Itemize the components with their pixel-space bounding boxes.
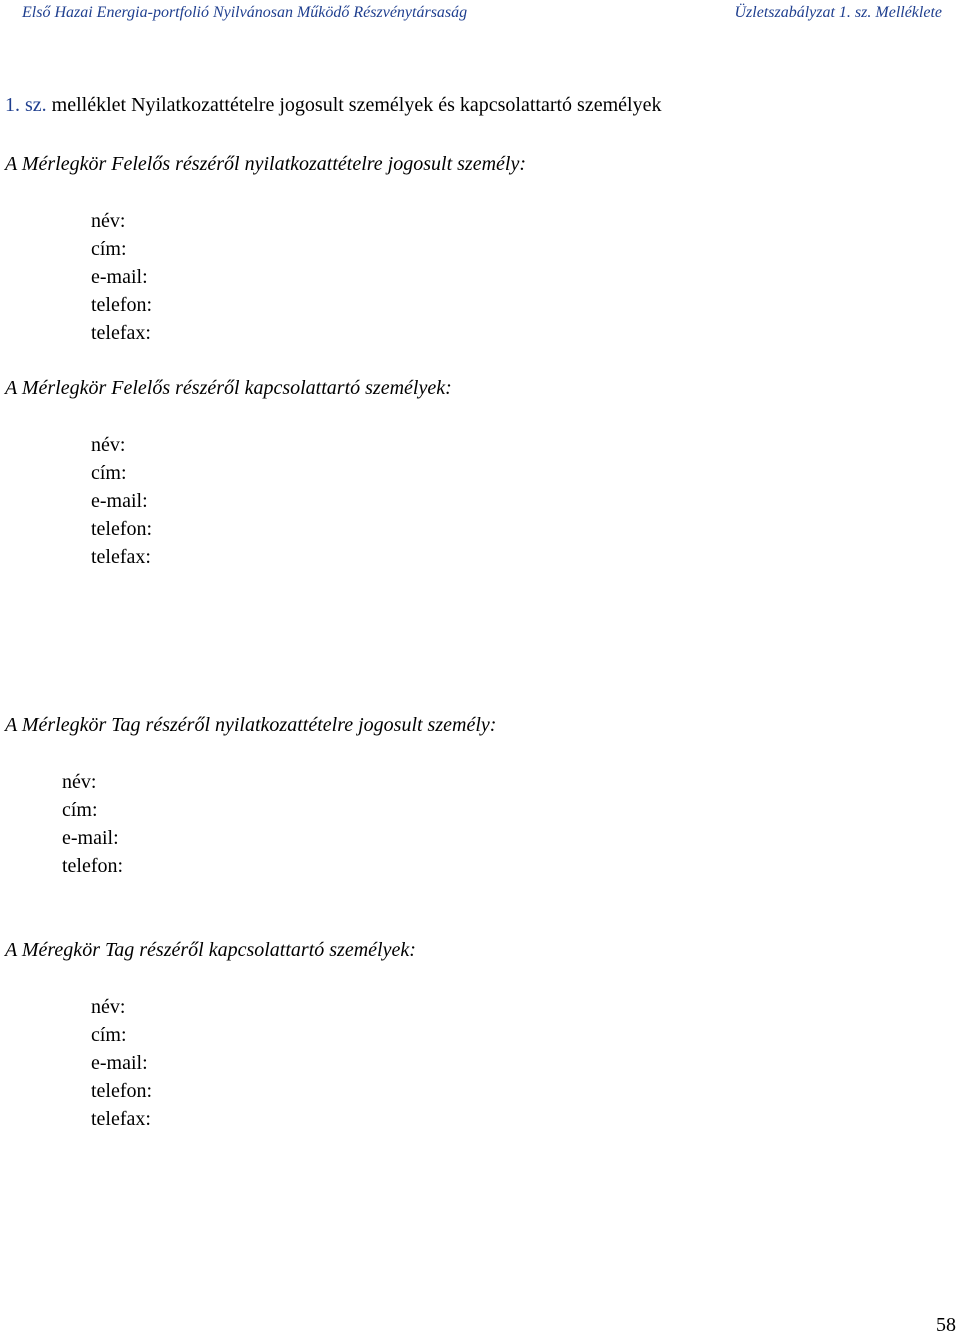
field-label-name: név: xyxy=(62,771,97,793)
section-heading-responsible-contacts: A Mérlegkör Felelős részéről kapcsolattartó személyek: xyxy=(5,377,452,399)
field-label-phone: telefon: xyxy=(91,518,153,540)
header-document-reference: Üzletszabályzat 1. sz. Melléklete xyxy=(734,4,942,21)
title-number: 1. sz. xyxy=(5,94,47,116)
field-label-email: e-mail: xyxy=(91,266,148,288)
field-label-phone: telefon: xyxy=(91,1080,153,1102)
running-header xyxy=(0,4,960,26)
field-label-address: cím: xyxy=(91,462,127,484)
title-text: melléklet Nyilatkozattételre jogosult személyek és kapcsolattartó személyek xyxy=(46,94,662,116)
section-heading-member-contacts: A Méregkör Tag részéről kapcsolattartó személyek: xyxy=(5,939,416,961)
field-list-responsible-authorized xyxy=(91,207,152,347)
field-label-email: e-mail: xyxy=(91,1052,148,1074)
field-label-email: e-mail: xyxy=(62,827,119,849)
section-heading-responsible-authorized: A Mérlegkör Felelős részéről nyilatkozattételre jogosult személy: xyxy=(5,153,526,175)
field-label-fax: telefax: xyxy=(91,322,151,344)
field-label-phone: telefon: xyxy=(62,855,124,877)
field-label-fax: telefax: xyxy=(91,546,151,568)
page-title xyxy=(5,94,661,117)
field-label-address: cím: xyxy=(62,799,98,821)
page-number: 58 xyxy=(936,1314,956,1336)
header-company-name: Első Hazai Energia-portfolió Nyilvánosan Működő Részvénytársaság xyxy=(22,4,468,21)
field-label-name: név: xyxy=(91,996,126,1018)
field-label-address: cím: xyxy=(91,238,127,260)
field-list-member-contacts xyxy=(91,993,152,1133)
field-label-phone: telefon: xyxy=(91,294,153,316)
field-label-address: cím: xyxy=(91,1024,127,1046)
field-list-member-authorized xyxy=(62,768,123,880)
field-label-name: név: xyxy=(91,434,126,456)
field-list-responsible-contacts xyxy=(91,431,152,571)
field-label-name: név: xyxy=(91,210,126,232)
section-heading-member-authorized: A Mérlegkör Tag részéről nyilatkozattételre jogosult személy: xyxy=(5,714,497,736)
field-label-email: e-mail: xyxy=(91,490,148,512)
field-label-fax: telefax: xyxy=(91,1108,151,1130)
